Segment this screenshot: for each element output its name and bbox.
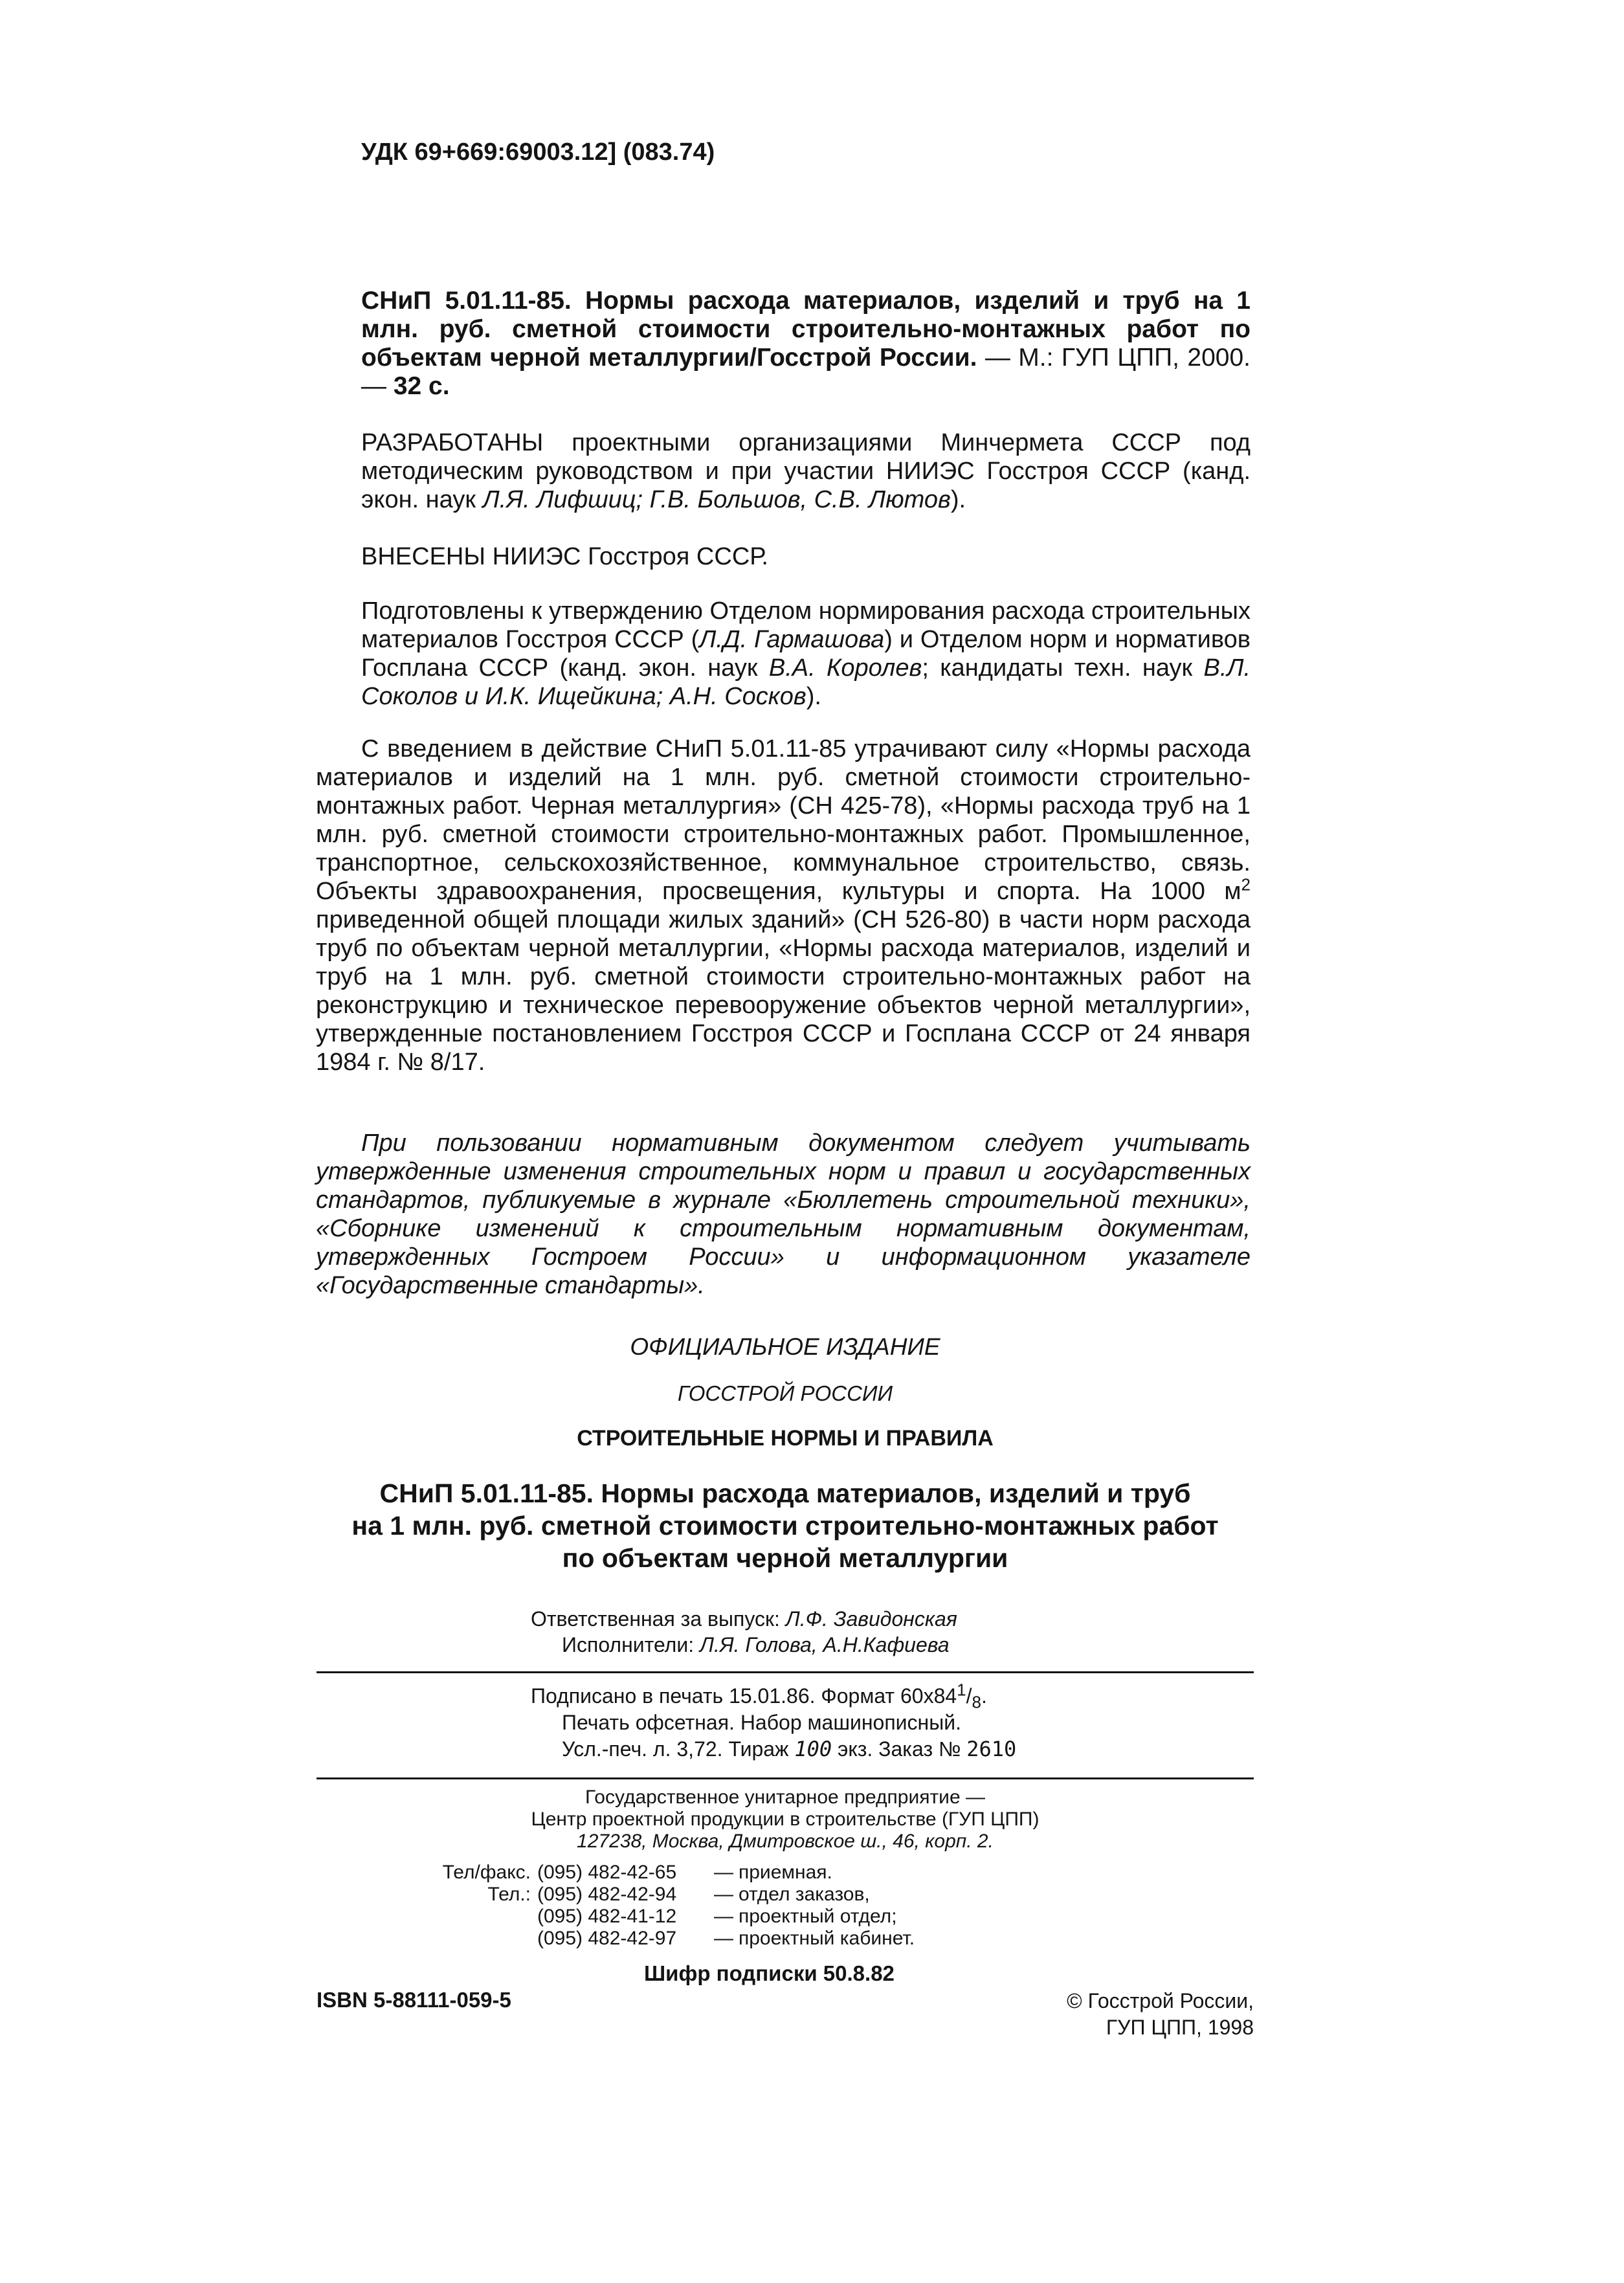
title-line: СНиП 5.01.11-85. Нормы расхода материалов, изделий и труб: [379, 1478, 1191, 1508]
supersedes-paragraph: [316, 735, 1251, 1076]
biblio-title: СНиП 5.01.11-85. Нормы расхода материалов, изделий и труб на 1 млн. руб. сметной стоимости строительно-монтажных работ по объектам черной металлургии/Госстрой России.: [361, 287, 1251, 372]
phone-department: проектный кабинет.: [739, 1928, 915, 1949]
introduced-paragraph: [361, 542, 1251, 571]
prepared-author-3: В.Л. Соколов и И.К. Ищейкина; А.Н. Сосков: [361, 654, 1251, 710]
responsible-label: Ответственная за выпуск:: [531, 1607, 780, 1631]
prepared-text-4: ).: [806, 683, 821, 710]
organization-block: [317, 1787, 1254, 1853]
phone-row: [375, 1862, 1087, 1884]
divider-bottom: [317, 1777, 1254, 1779]
prepared-text-3: ; кандидаты техн. наук: [922, 654, 1193, 682]
title-line: по объектам черной металлургии: [562, 1543, 1008, 1573]
phone-row: [375, 1884, 1087, 1906]
usage-notice: При пользовании нормативным документом следует учитывать утвержденные изменения строительных норм и правил и государственных стандартов, публикуемые в журнале «Бюллетень строительной техники», «Сборнике изменений к строительным нормативным документам, утвержденных Гостроем России» и информационном указателе «Государственные стандарты».: [316, 1130, 1251, 1299]
biblio-pages: 32 с.: [393, 372, 450, 400]
dash: —: [714, 1884, 733, 1905]
square-superscript: 2: [1241, 874, 1251, 895]
print-line-2: Печать офсетная. Набор машинописный.: [562, 1711, 961, 1734]
print-line-3: [531, 1736, 1178, 1763]
bibliographic-description: СНиП 5.01.11-85. Нормы расхода материалов, изделий и труб на 1 млн. руб. сметной стоимости строительно-монтажных работ по объектам черной металлургии/Госстрой России. — М.: ГУП ЦПП, 2000. — 32 с.: [361, 287, 1251, 400]
print-order-label: экз. Заказ №: [838, 1737, 961, 1761]
copyright-line-2: ГУП ЦПП, 1998: [1106, 2016, 1254, 2039]
print-run: 100: [794, 1737, 832, 1761]
executors-names: Л.Я. Голова, А.Н.Кафиева: [700, 1633, 950, 1656]
prepared-author-1: Л.Д. Гармашова: [699, 626, 885, 653]
biblio-publisher: М.: ГУП ЦПП, 2000.: [1018, 344, 1251, 372]
executors-line: [531, 1632, 1113, 1658]
dash: —: [714, 1862, 733, 1883]
print-info: [531, 1680, 1178, 1763]
prepared-text-1: Подготовлены к утверждению Отделом нормирования расхода строительных материалов Госстроя СССР (: [361, 597, 1251, 653]
series-name: СТРОИТЕЛЬНЫЕ НОРМЫ И ПРАВИЛА: [577, 1426, 994, 1451]
credits-block: [531, 1606, 1113, 1658]
print-sheets: Усл.-печ. л. 3,72. Тираж: [562, 1737, 789, 1761]
official-edition: ОФИЦИАЛЬНОЕ ИЗДАНИЕ: [630, 1333, 940, 1360]
phone-number: (095) 482-42-94: [537, 1884, 677, 1905]
document-title: [317, 1477, 1254, 1574]
phone-department: проектный отдел;: [739, 1906, 897, 1927]
print-order-number: 2610: [966, 1737, 1017, 1761]
copyright-line-1: © Госстрой России,: [1067, 1989, 1254, 2012]
phone-number: (095) 482-42-65: [537, 1862, 677, 1883]
prepared-text-2: ) и Отделом норм и нормативов Госплана СССР (канд. экон. наук: [361, 626, 1251, 682]
agency-name: ГОССТРОЙ РОССИИ: [677, 1381, 893, 1405]
udk-code: УДК 69+669:69003.12] (083.74): [361, 139, 715, 166]
dash: —: [714, 1928, 733, 1949]
org-line-2: Центр проектной продукции в строительстве (ГУП ЦПП): [531, 1809, 1040, 1830]
introduced-lead: ВНЕСЕНЫ: [361, 543, 486, 570]
phone-label: Тел/факс.: [442, 1862, 531, 1883]
isbn: ISBN 5-88111-059-5: [317, 1988, 511, 2012]
phone-row: [375, 1906, 1087, 1928]
format-fraction-denominator: 8: [972, 1692, 981, 1712]
format-fraction-numerator: 1: [957, 1680, 966, 1700]
phone-department: отдел заказов,: [739, 1884, 870, 1905]
developed-tail: ).: [950, 486, 966, 513]
introduced-text: НИИЭС Госстроя СССР.: [492, 543, 768, 570]
phone-department: приемная.: [739, 1862, 832, 1883]
phone-row: [375, 1928, 1087, 1950]
title-line: на 1 млн. руб. сметной стоимости строительно-монтажных работ: [351, 1511, 1219, 1541]
copyright: [971, 1988, 1254, 2041]
supersedes-text-2: приведенной общей площади жилых зданий» (СН 526-80) в части норм расхода труб по объектам черной металлургии, «Нормы расхода материалов, изделий и труб на 1 млн. руб. сметной стоимости строительно-монтажных работ на реконструкцию и техническое перевооружение объектов черной металлургии», утвержденные постановлением Госстроя СССР и Госплана СССР от 24 января 1984 г. № 8/17.: [316, 906, 1251, 1076]
phone-list: [375, 1862, 1087, 1950]
executors-label: Исполнители:: [562, 1633, 695, 1656]
phone-label: [375, 1906, 537, 1928]
subscription-code: Шифр подписки 50.8.82: [644, 1961, 895, 1985]
responsible-name: Л.Ф. Завидонская: [785, 1607, 957, 1631]
developed-text: проектными организациями Минчермета СССР под методическим руководством и при участии НИИЭС Госстроя СССР (канд. экон. наук: [361, 429, 1251, 513]
phone-number: (095) 482-42-97: [537, 1928, 677, 1949]
responsible-line: [531, 1606, 1113, 1632]
print-format: Подписано в печать 15.01.86. Формат 60х84: [531, 1684, 957, 1708]
phone-number: (095) 482-41-12: [537, 1906, 677, 1927]
developed-lead: РАЗРАБОТАНЫ: [361, 429, 544, 456]
phone-label: Тел.:: [487, 1884, 531, 1905]
dash: —: [714, 1906, 733, 1927]
org-address: 127238, Москва, Дмитровское ш., 46, корп. 2.: [577, 1831, 994, 1852]
print-line-1: Подписано в печать 15.01.86. Формат $60х84^1/_8$.: [531, 1680, 987, 1712]
org-line-1: Государственное унитарное предприятие —: [585, 1787, 985, 1808]
divider-top: [317, 1671, 1254, 1673]
developed-authors: Л.Я. Лифшиц; Г.В. Большов, С.В. Лютов: [482, 486, 951, 513]
phone-label: [375, 1928, 537, 1950]
prepared-author-2: В.А. Королев: [768, 654, 922, 682]
supersedes-text-1: С введением в действие СНиП 5.01.11-85 утрачивают силу «Нормы расхода материалов и изделий на 1 млн. руб. сметной стоимости строительно-монтажных работ. Черная металлургия» (СН 425-78), «Нормы расхода труб на 1 млн. руб. сметной стоимости строительно-монтажных работ. Промышленное, транспортное, сельскохозяйственное, коммунальное строительство, связь. Объекты здравоохранения, просвещения, культуры и спорта. На 1000 м: [316, 735, 1251, 905]
developed-paragraph: [361, 429, 1251, 514]
prepared-paragraph: [361, 597, 1251, 711]
